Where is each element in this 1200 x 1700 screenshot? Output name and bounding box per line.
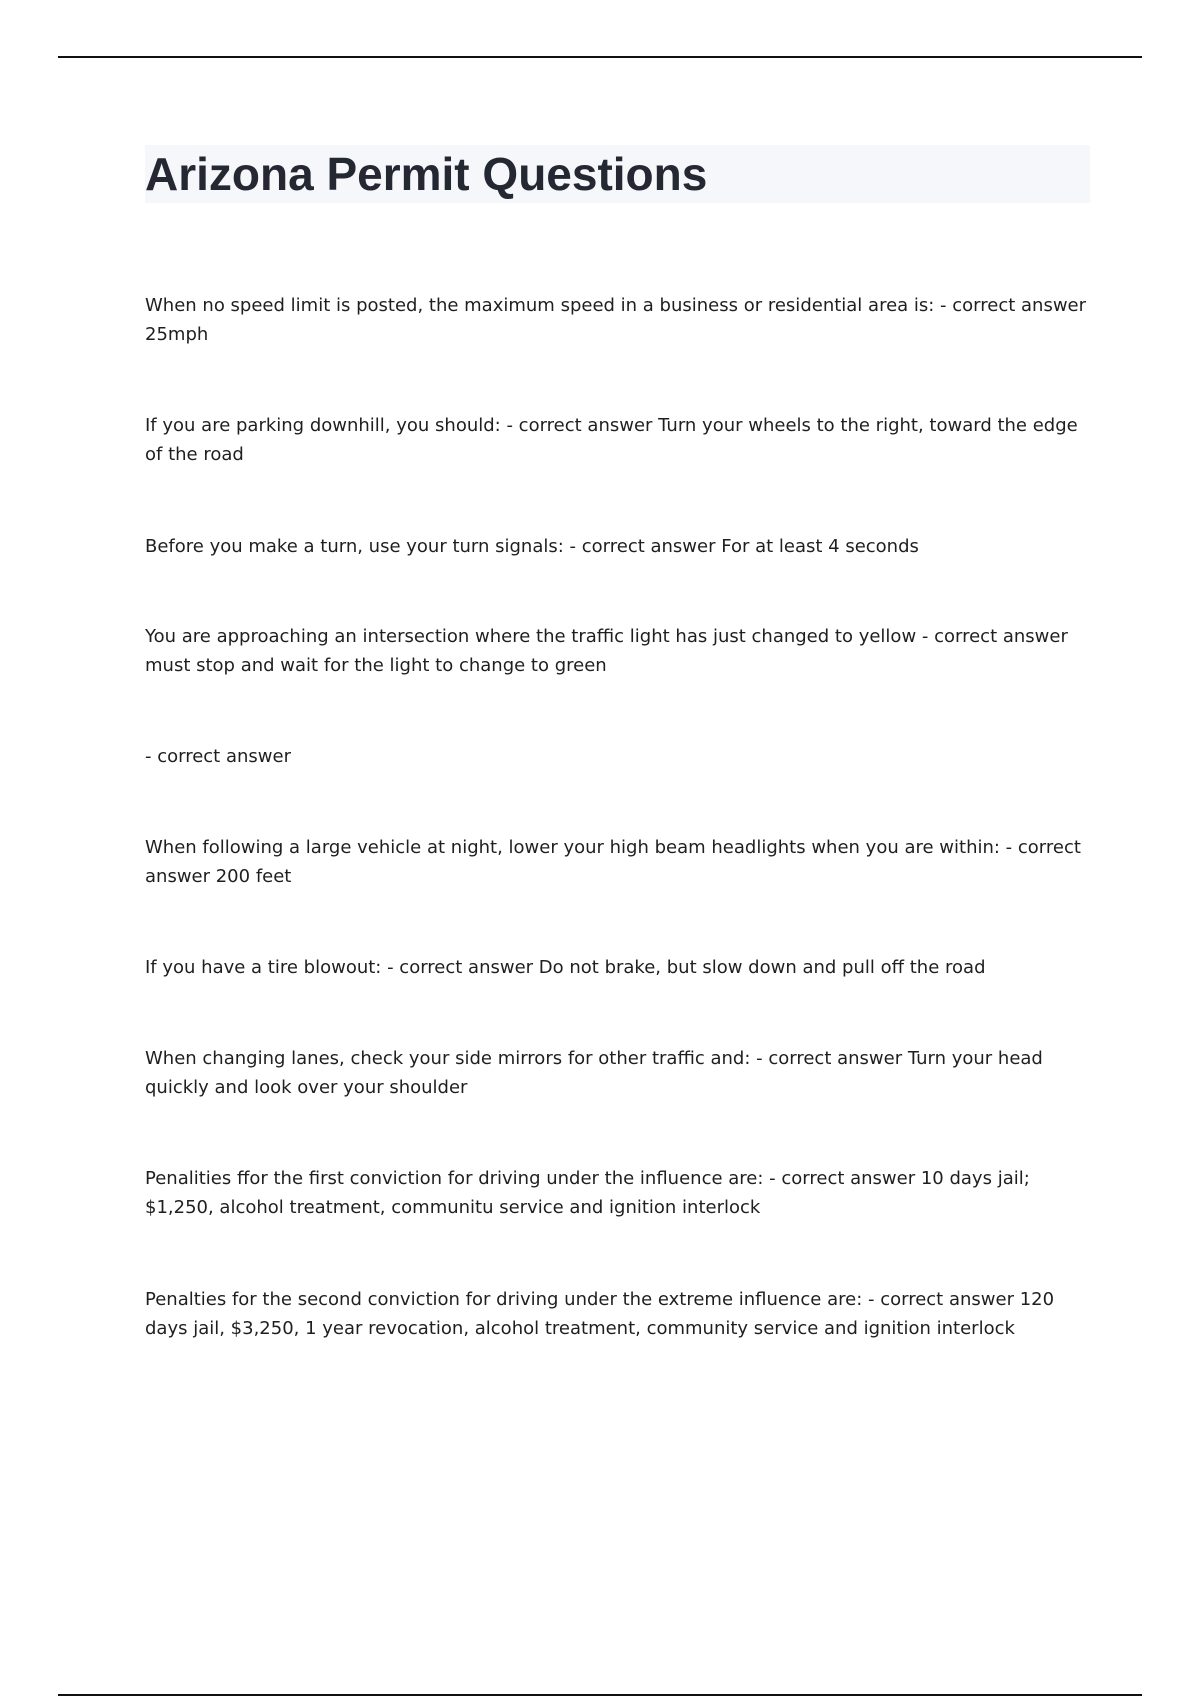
qa-item-parking-downhill: If you are parking downhill, you should: - correct answer Turn your wheels to the right, toward the edge of the road <box>145 415 1078 465</box>
qa-item-speed-limit: When no speed limit is posted, the maximum speed in a business or residential area is: - correct answer 25mph <box>145 295 1087 345</box>
qa-item-yellow-light: You are approaching an intersection where the traffic light has just changed to yellow - correct answer must stop and wait for the light to change to green <box>145 626 1068 676</box>
document-title: Arizona Permit Questions <box>145 148 708 200</box>
qa-item-second-extreme-dui: Penalties for the second conviction for driving under the extreme influence are: - correct answer 120 days jail, $3,250, 1 year revocation, alcohol treatment, community service and ignition interlock <box>145 1289 1055 1339</box>
top-rule <box>58 56 1142 58</box>
qa-item-empty: - correct answer <box>145 746 291 767</box>
qa-item-high-beams: When following a large vehicle at night, lower your high beam headlights when you are within: - correct answer 200 feet <box>145 837 1081 887</box>
qa-item-turn-signals: Before you make a turn, use your turn signals: - correct answer For at least 4 seconds <box>145 536 919 557</box>
qa-item-first-dui: Penalities ffor the first conviction for driving under the influence are: - correct answer 10 days jail; $1,250, alcohol treatment, communitu service and ignition interlock <box>145 1168 1030 1218</box>
bottom-rule <box>58 1694 1142 1696</box>
qa-item-changing-lanes: When changing lanes, check your side mirrors for other traffic and: - correct answer Turn your head quickly and look over your shoulder <box>145 1048 1043 1098</box>
qa-item-tire-blowout: If you have a tire blowout: - correct answer Do not brake, but slow down and pull off the road <box>145 957 986 978</box>
